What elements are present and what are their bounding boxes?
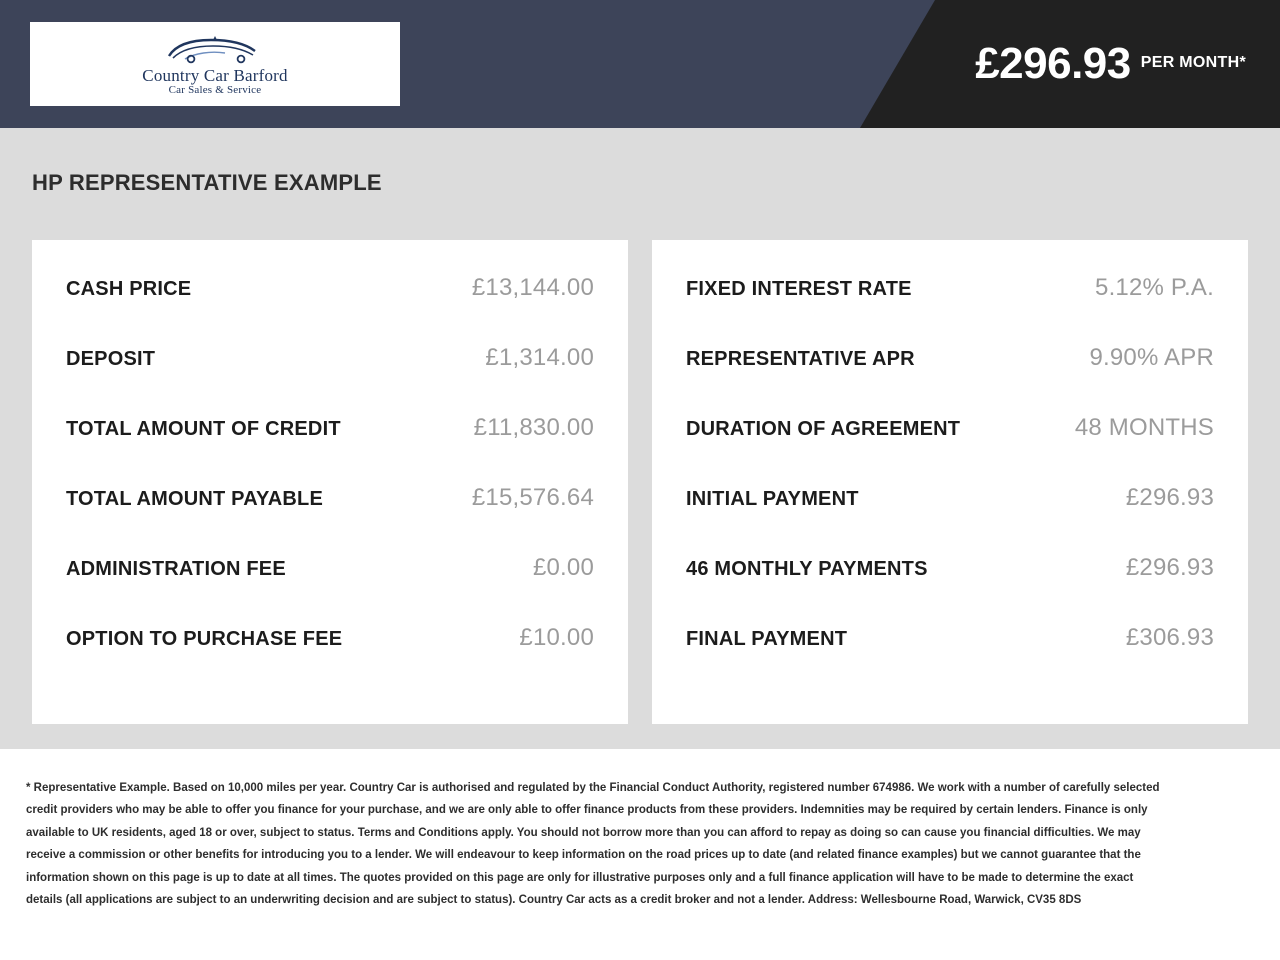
dealer-name: Country Car Barford — [142, 65, 288, 85]
figures-cards — [32, 240, 1248, 724]
row-label: FINAL PAYMENT — [686, 628, 848, 650]
main-content — [0, 128, 1280, 749]
row-value: 48 MONTHS — [1074, 414, 1214, 441]
table-row — [66, 624, 594, 694]
price-period: PER MONTH* — [1140, 54, 1246, 71]
page-header — [0, 0, 1280, 128]
row-value: 9.90% APR — [1089, 344, 1214, 371]
row-label: FIXED INTEREST RATE — [686, 278, 912, 300]
row-label: TOTAL AMOUNT PAYABLE — [66, 488, 323, 510]
table-row — [66, 344, 594, 414]
row-label: DEPOSIT — [66, 348, 156, 370]
table-row — [686, 484, 1214, 554]
row-value: £296.93 — [1125, 554, 1214, 581]
dealer-tagline: Car Sales & Service — [168, 84, 262, 97]
row-value: £306.93 — [1125, 624, 1214, 651]
left-figures-card — [32, 240, 628, 724]
row-label: DURATION OF AGREEMENT — [686, 418, 961, 440]
row-label: OPTION TO PURCHASE FEE — [66, 628, 343, 650]
car-logo-icon — [155, 32, 275, 66]
table-row — [686, 414, 1214, 484]
row-label: ADMINISTRATION FEE — [66, 558, 286, 580]
table-row — [686, 344, 1214, 414]
row-value: £0.00 — [532, 554, 594, 581]
table-row — [686, 554, 1214, 624]
table-row — [686, 274, 1214, 344]
row-value: £296.93 — [1125, 484, 1214, 511]
price-amount: £296.93 — [975, 39, 1131, 88]
row-value: £13,144.00 — [471, 274, 594, 301]
row-label: 46 MONTHLY PAYMENTS — [686, 558, 928, 580]
table-row — [66, 554, 594, 624]
page-title: HP REPRESENTATIVE EXAMPLE — [32, 170, 382, 195]
row-value: £1,314.00 — [485, 344, 594, 371]
row-label: TOTAL AMOUNT OF CREDIT — [66, 418, 341, 440]
table-row — [66, 414, 594, 484]
row-label: CASH PRICE — [66, 278, 192, 300]
page-footer — [0, 749, 1280, 960]
row-value: £10.00 — [519, 624, 594, 651]
disclaimer-text: * Representative Example. Based on 10,000 miles per year. Country Car is authorised and regulated by the Financial Conduct Authority, registered number 674986. We work with a number of carefully selected credit providers who may be able to offer you finance for your purchase, and we are only able to offer finance products from these providers. Indemnities may be required by certain lenders. Finance is only available to UK residents, aged 18 or over, subject to status. Terms and Conditions apply. You should not borrow more than you can afford to repay as doing so can cause you financial difficulties. We may receive a commission or other benefits for introducing you to a lender. We will endeavour to keep information on the road prices up to date (and related finance examples) but we cannot guarantee that the information shown on this page is up to date at all times. The quotes provided on this page are only for illustrative purposes only and a full finance application will have to be made to determine the exact details (all applications are subject to an underwriting decision and are subject to status). Country Car acts as a credit broker and not a lender. Address: Wellesbourne Road, Warwick, CV35 8DS — [26, 782, 1160, 907]
row-value: £15,576.64 — [471, 484, 594, 511]
table-row — [66, 274, 594, 344]
row-value: £11,830.00 — [473, 414, 594, 441]
row-label: INITIAL PAYMENT — [686, 488, 859, 510]
headline-price — [975, 0, 1246, 128]
table-row — [686, 624, 1214, 694]
table-row — [66, 484, 594, 554]
dealer-logo — [30, 22, 400, 106]
row-label: REPRESENTATIVE APR — [686, 348, 915, 370]
row-value: 5.12% P.A. — [1095, 274, 1214, 301]
right-figures-card — [652, 240, 1248, 724]
